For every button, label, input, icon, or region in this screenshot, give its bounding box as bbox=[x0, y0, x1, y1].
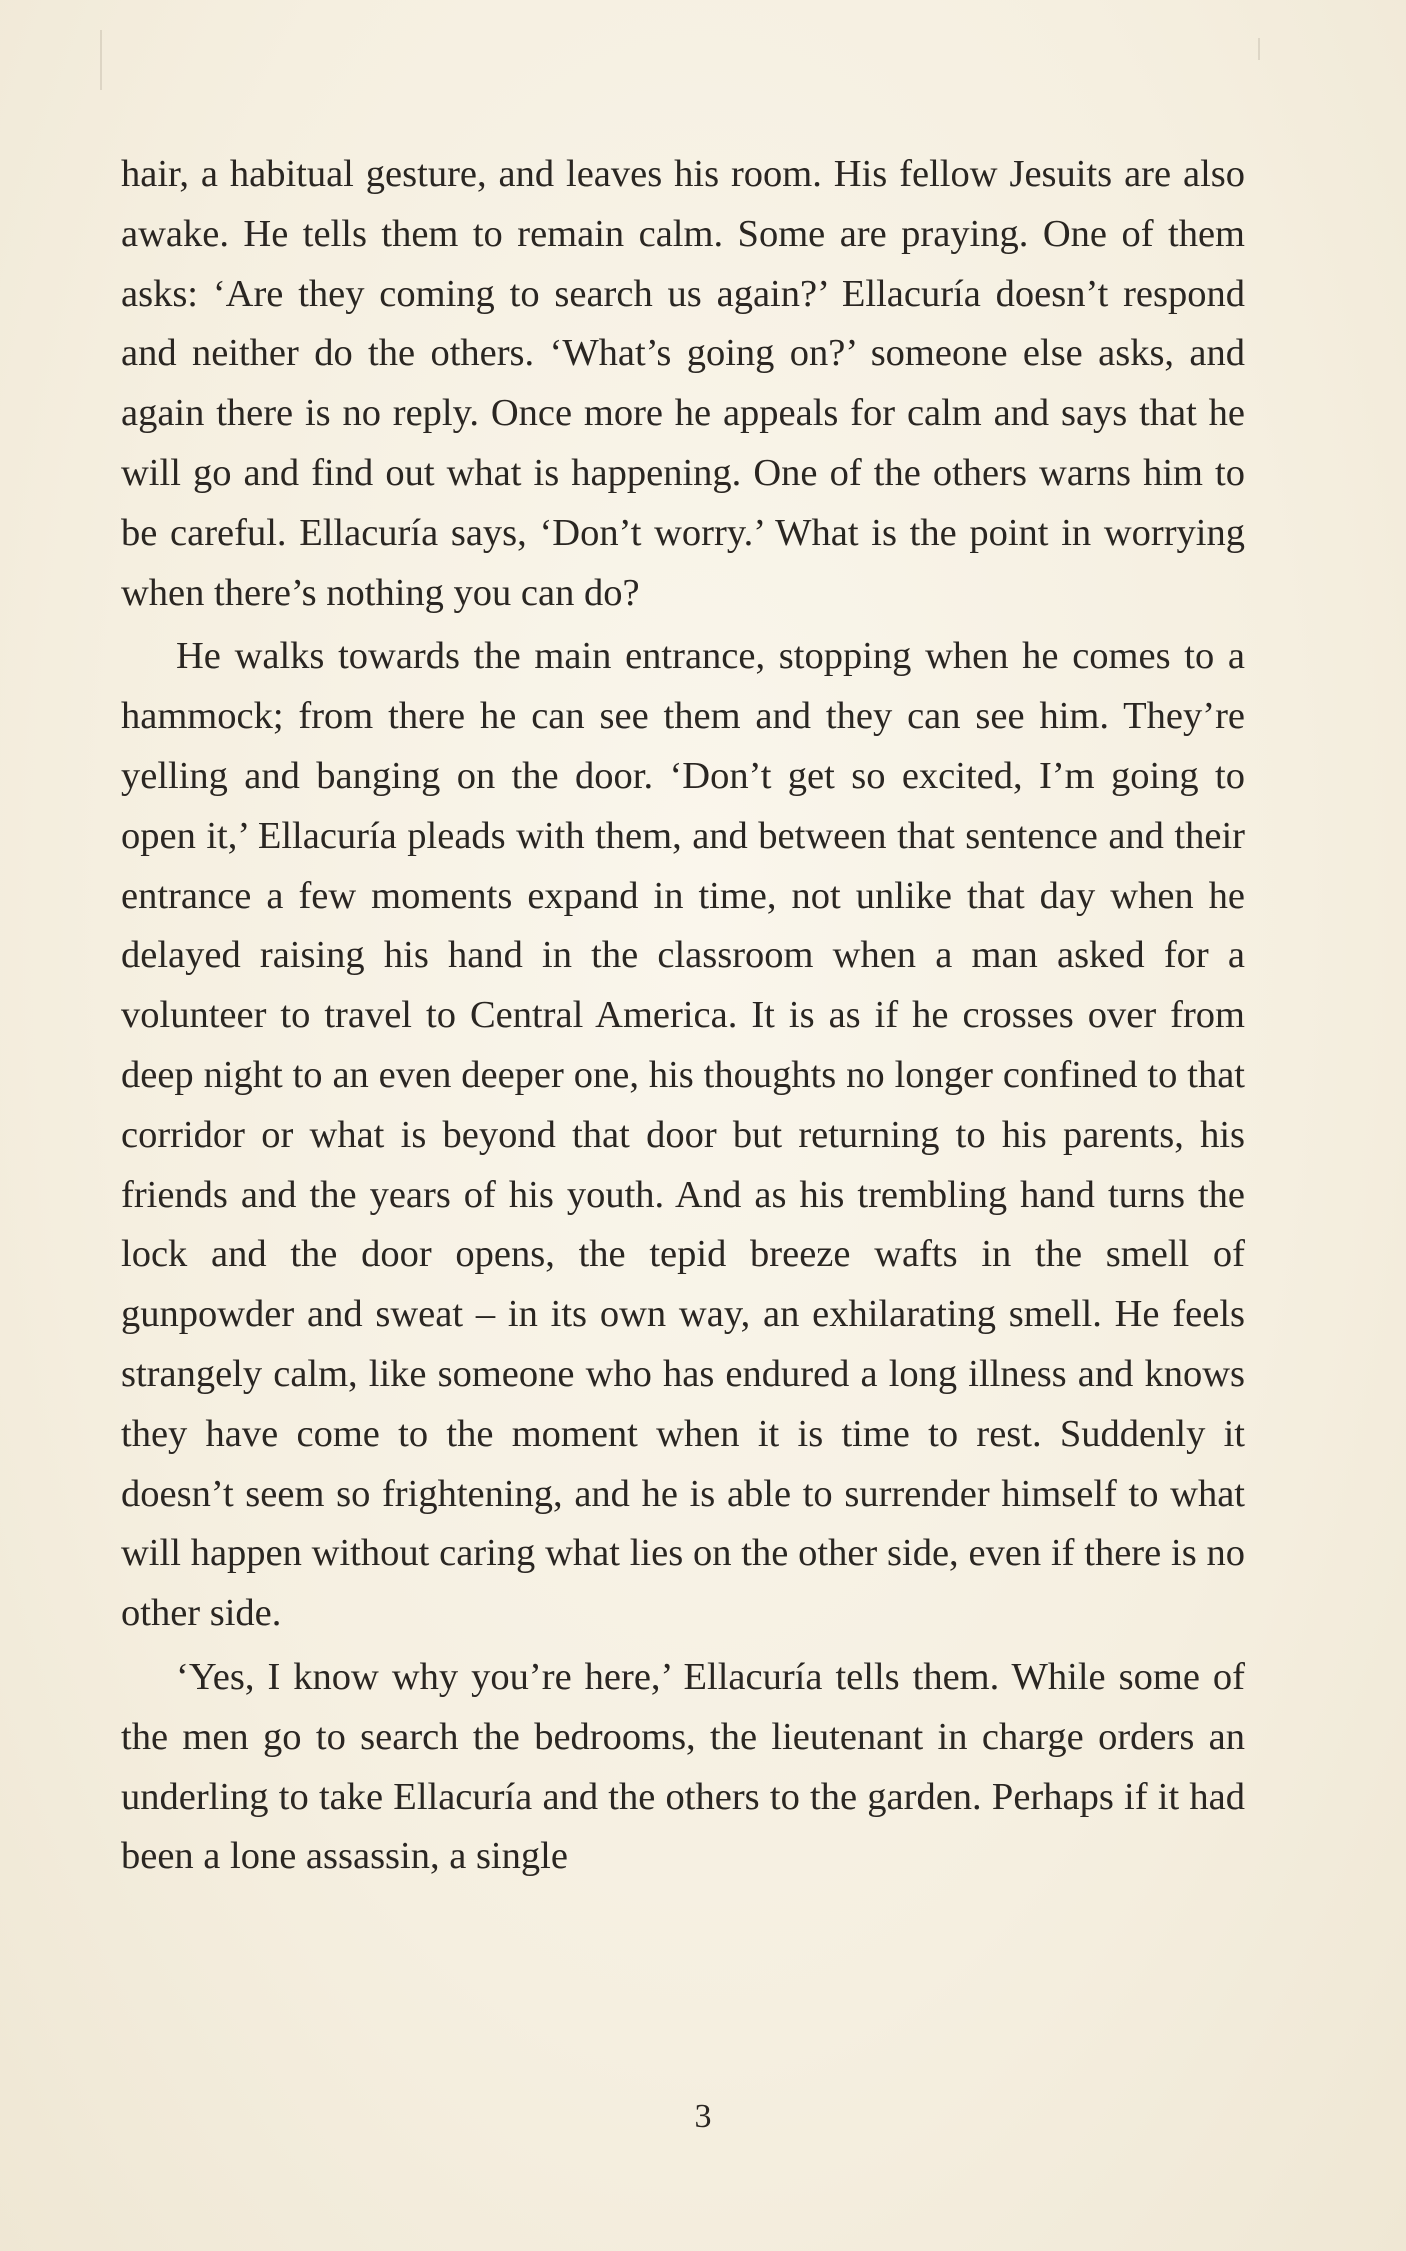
page-number: 3 bbox=[694, 2098, 712, 2135]
body-text bbox=[121, 145, 1245, 1887]
paragraph: hair, a habitual gesture, and leaves his room. His fellow Jesuits are also awake. He tells them to remain calm. Some are praying. One of them asks: ‘Are they coming to search us again?’ Ellacuría doesn’t respond and neither do the others. ‘What’s going on?’ someone else asks, and again there is no reply. Once more he appeals for calm and says that he will go and find out what is happening. One of the others warns him to be careful. Ellacuría says, ‘Don’t worry.’ What is the point in worrying when there’s nothing you can do? bbox=[121, 153, 1245, 614]
paragraph: ‘Yes, I know why you’re here,’ Ellacuría tells them. While some of the men go to search the bedrooms, the lieutenant in charge orders an underling to take Ellacuría and the others to the garden. Perhaps if it had been a lone assassin, a single bbox=[121, 1655, 1245, 1878]
paragraph: He walks towards the main entrance, stopping when he comes to a hammock; from there he can see them and they can see him. They’re yelling and banging on the door. ‘Don’t get so excited, I’m going to open it,’ Ellacuría pleads with them, and between that sentence and their entrance a few moments expand in time, not unlike that day when he delayed raising his hand in the classroom when a man asked for a volunteer to travel to Central America. It is as if he crosses over from deep night to an even deeper one, his thoughts no longer confined to that corridor or what is beyond that door but returning to his parents, his friends and the years of his youth. And as his trembling hand turns the lock and the door opens, the tepid breeze wafts in the smell of gunpowder and sweat – in its own way, an exhilarating smell. He feels strangely calm, like someone who has endured a long illness and knows they have come to the moment when it is time to rest. Suddenly it doesn’t seem so frightening, and he is able to surrender himself to what will happen without caring what lies on the other side, even if there is no other side. bbox=[121, 635, 1245, 1635]
page-scan-mark bbox=[1258, 38, 1260, 60]
page-scan-mark bbox=[100, 30, 102, 90]
